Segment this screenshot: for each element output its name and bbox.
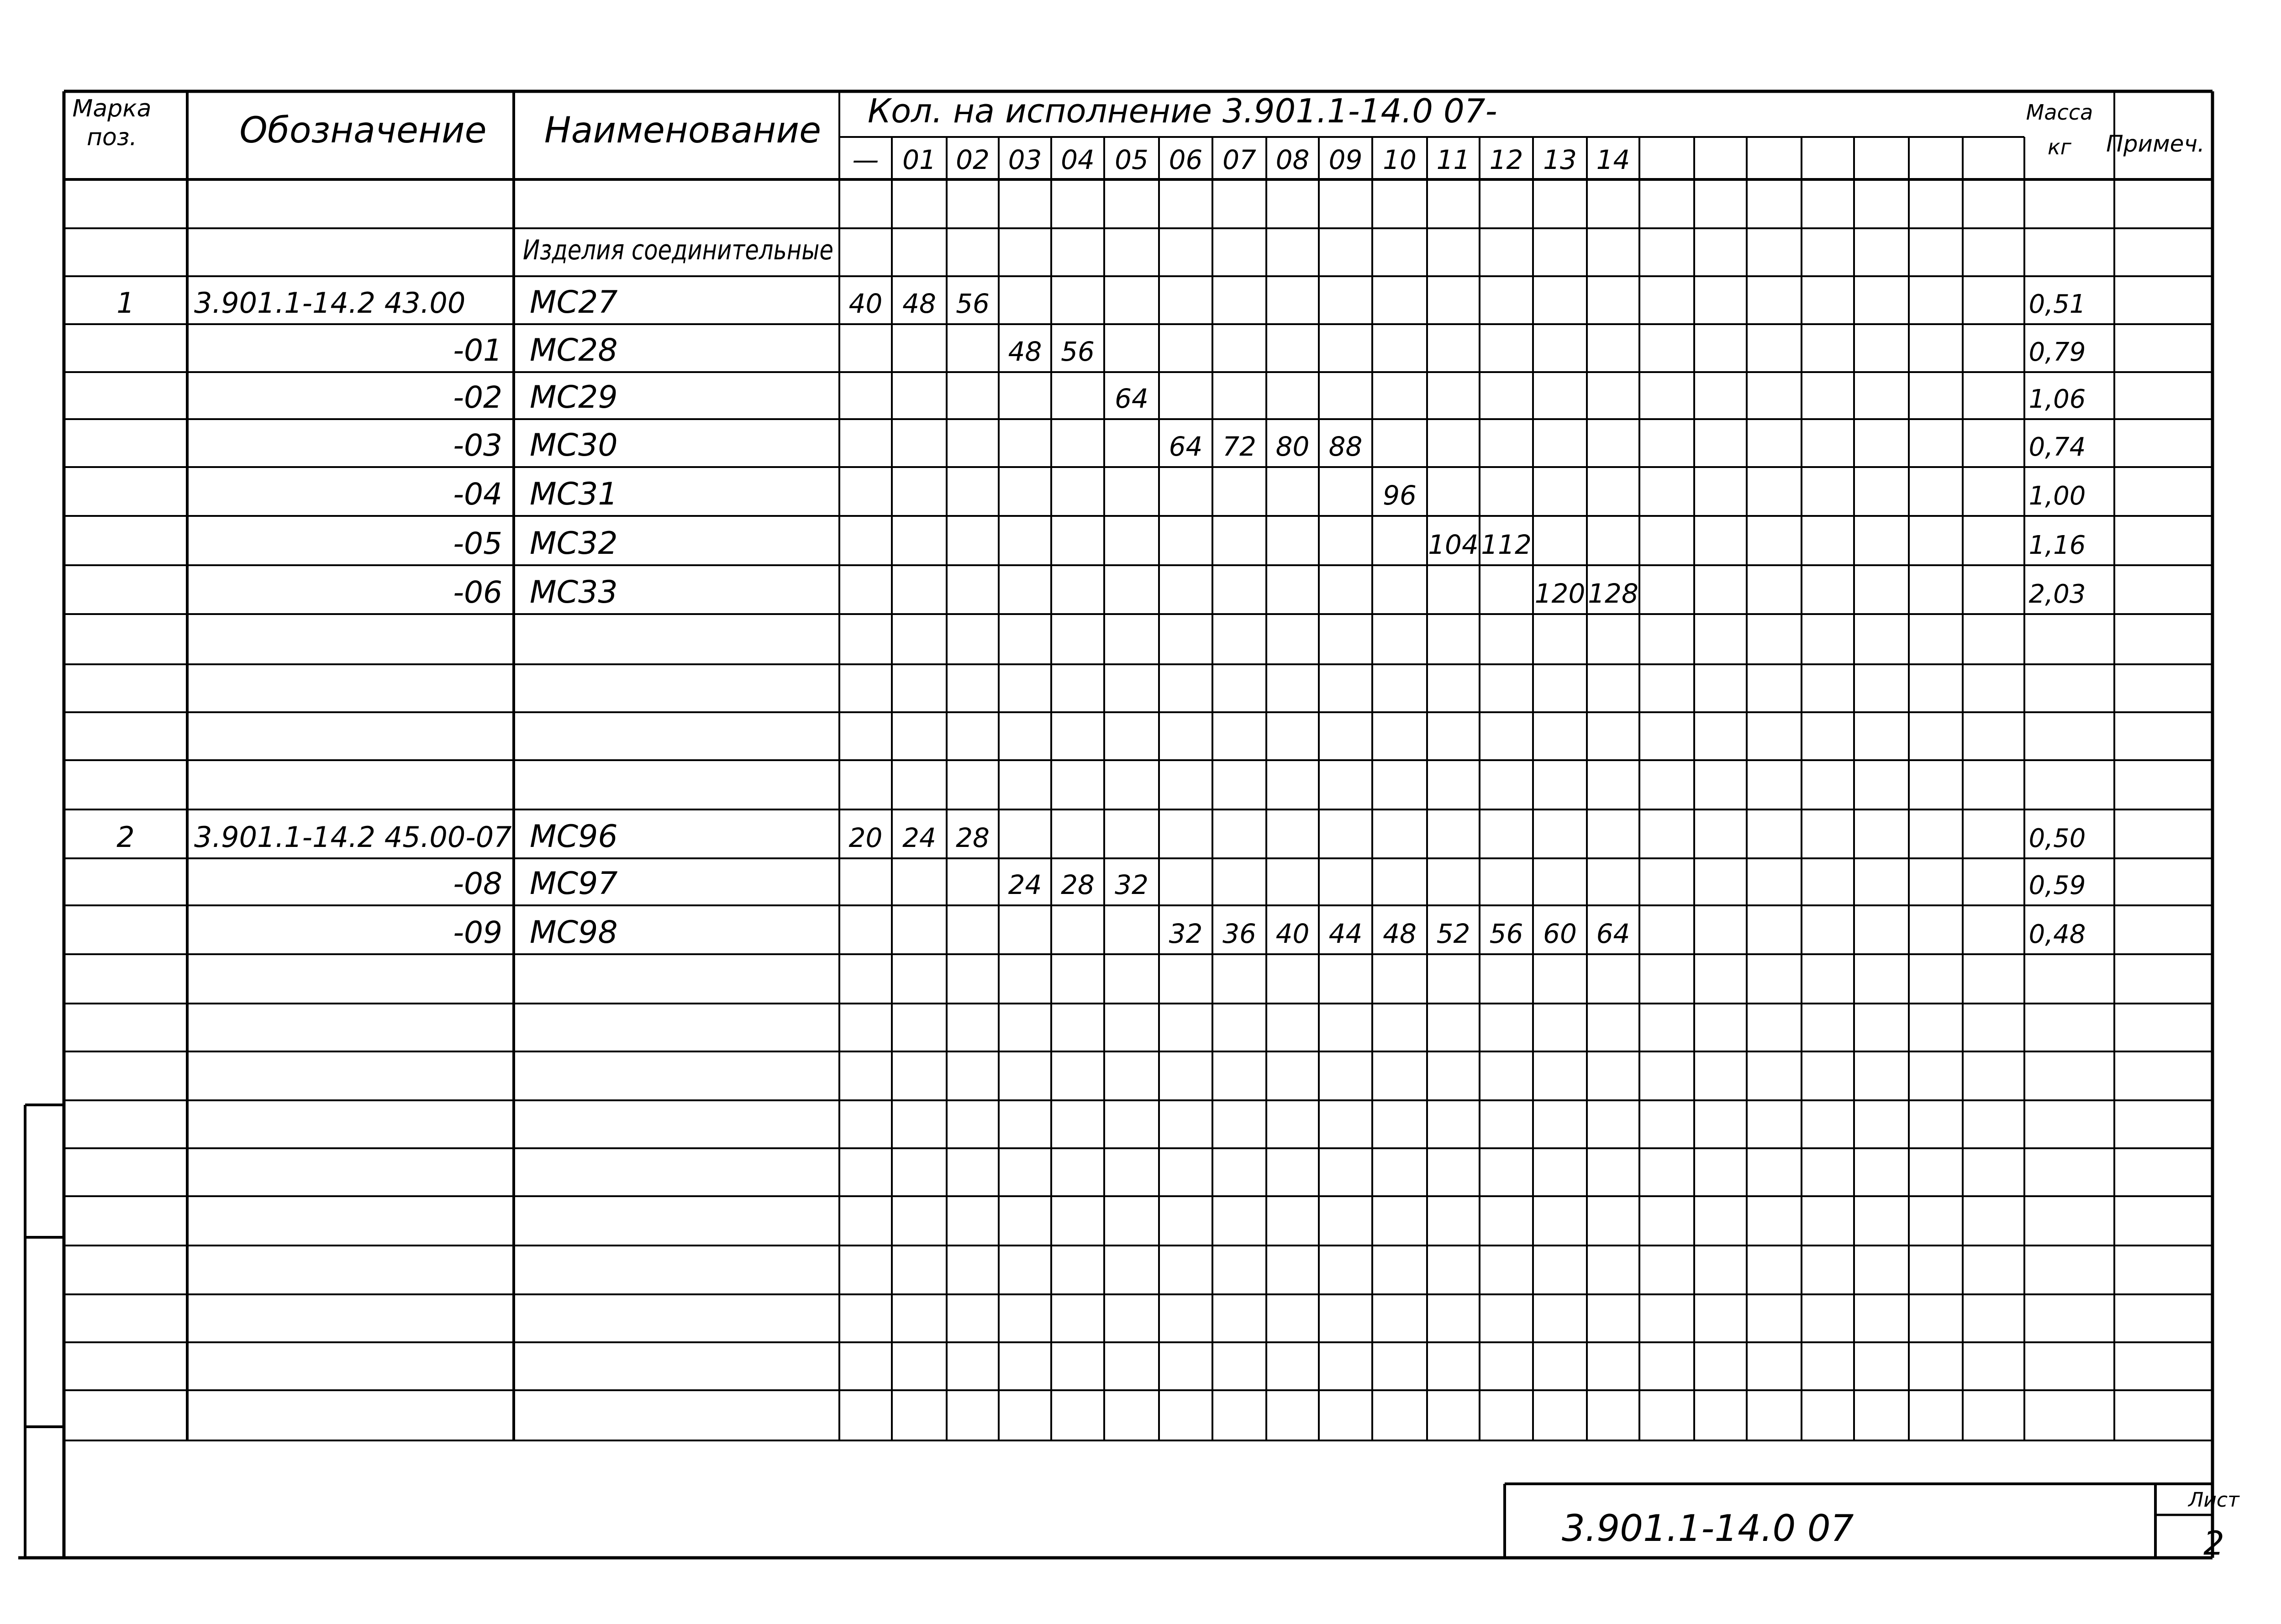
list-number: 2	[2203, 1524, 2224, 1562]
cell-naimenovanie: МС98	[530, 914, 618, 951]
cell-oboznachenie: -03	[453, 428, 502, 463]
table-row	[453, 914, 2086, 951]
variant-label-01: 01	[902, 144, 936, 175]
header-primech: Примеч.	[2106, 131, 2205, 157]
section-title: Изделия соединительные	[523, 234, 833, 266]
cell-qty-06: 32	[1169, 918, 1203, 949]
variant-label-07: 07	[1222, 144, 1256, 175]
cell-naimenovanie: МС30	[530, 427, 618, 463]
cell-qty-12: 112	[1481, 529, 1532, 560]
cell-massa: 1,06	[2028, 384, 2086, 414]
cell-massa: 0,50	[2028, 824, 2086, 853]
cell-qty-08: 40	[1275, 918, 1310, 949]
cell-qty-10: 48	[1383, 918, 1417, 949]
cell-qty-06: 64	[1169, 431, 1203, 462]
cell-qty-13: 60	[1543, 918, 1577, 949]
cell-oboznachenie: -05	[453, 526, 502, 561]
header-massa-line1: Масса	[2026, 100, 2093, 125]
header-oboznachenie: Обозначение	[239, 110, 487, 151]
variant-label-09: 09	[1328, 144, 1363, 175]
cell-qty-07: 36	[1222, 918, 1256, 949]
cell-massa: 1,16	[2028, 531, 2086, 560]
cell-qty-11: 52	[1436, 918, 1470, 949]
variant-label-05: 05	[1115, 144, 1148, 175]
table-row	[116, 819, 2086, 855]
variant-label-14: 14	[1596, 144, 1630, 175]
cell-qty-07: 72	[1222, 431, 1256, 462]
cell-qty-12: 56	[1489, 918, 1523, 949]
variant-label-06: 06	[1169, 144, 1203, 175]
cell-qty-05: 32	[1115, 869, 1148, 900]
table-row	[116, 284, 2086, 321]
table-row	[453, 476, 2086, 512]
variant-label-13: 13	[1543, 144, 1577, 175]
cell-naimenovanie: МС33	[530, 574, 618, 610]
cell-oboznachenie: -04	[453, 477, 502, 512]
header-kol-title: Кол. на исполнение 3.901.1-14.0 07-	[868, 92, 1497, 130]
cell-massa: 2,03	[2028, 579, 2086, 609]
cell-massa: 0,74	[2028, 432, 2086, 462]
table-row	[453, 427, 2086, 463]
variant-label-11: 11	[1436, 144, 1470, 175]
cell-qty-02: 28	[956, 822, 990, 853]
header-marka-line2: поз.	[87, 124, 137, 151]
cell-qty-08: 80	[1275, 431, 1310, 462]
table-body	[116, 284, 2086, 951]
table-row	[453, 574, 2086, 610]
cell-oboznachenie: -09	[453, 915, 502, 950]
table-header	[72, 92, 2204, 175]
cell-massa: 0,59	[2028, 871, 2086, 900]
cell-naimenovanie: МС27	[530, 284, 618, 321]
cell-naimenovanie: МС31	[530, 476, 618, 512]
cell-naimenovanie: МС96	[530, 819, 618, 855]
cell-qty-04: 56	[1061, 336, 1095, 367]
variant-label-04: 04	[1061, 144, 1095, 175]
cell-qty-05: 64	[1115, 383, 1148, 414]
header-marka-line1: Марка	[72, 95, 152, 122]
cell-qty-02: 56	[956, 288, 990, 319]
cell-massa: 0,51	[2028, 289, 2086, 319]
variant-label-10: 10	[1383, 144, 1417, 175]
cell-oboznachenie: 3.901.1-14.2 43.00	[194, 286, 466, 320]
variant-label-02: 02	[956, 144, 990, 175]
variant-label-08: 08	[1275, 144, 1310, 175]
table-row	[453, 332, 2086, 368]
table-row	[453, 866, 2086, 902]
variant-label-base: —	[852, 144, 879, 175]
cell-massa: 0,48	[2028, 920, 2086, 949]
cell-qty-10: 96	[1383, 480, 1417, 511]
variant-column-labels	[853, 144, 1630, 175]
cell-massa: 0,79	[2028, 337, 2086, 367]
cell-naimenovanie: МС28	[530, 332, 618, 368]
cell-qty-14: 128	[1588, 578, 1638, 609]
list-label: Лист	[2188, 1488, 2239, 1512]
cell-qty-03: 24	[1008, 869, 1042, 900]
cell-naimenovanie: МС29	[530, 379, 618, 415]
cell-naimenovanie: МС32	[530, 526, 618, 562]
table-row	[453, 379, 2086, 415]
cell-qty-04: 28	[1061, 869, 1095, 900]
cell-qty-09: 44	[1328, 918, 1363, 949]
cell-qty-13: 120	[1534, 578, 1586, 609]
cell-qty-14: 64	[1596, 918, 1630, 949]
header-naimenovanie: Наименование	[544, 110, 822, 151]
cell-oboznachenie: -02	[453, 380, 502, 415]
cell-qty-09: 88	[1328, 431, 1363, 462]
cell-marka: 1	[116, 286, 135, 320]
document-code: 3.901.1-14.0 07	[1562, 1507, 1854, 1550]
header-massa-line2: кг	[2048, 135, 2071, 159]
variant-label-03: 03	[1008, 144, 1042, 175]
cell-qty-11: 104	[1428, 529, 1479, 560]
cell-qty-03: 48	[1008, 336, 1042, 367]
cell-qty-—: 20	[848, 822, 883, 853]
cell-naimenovanie: МС97	[530, 866, 618, 902]
title-stamp	[1562, 1488, 2240, 1562]
cell-oboznachenie: -06	[453, 575, 502, 610]
table-row	[453, 526, 2086, 562]
cell-oboznachenie: -08	[453, 866, 502, 901]
variant-label-12: 12	[1489, 144, 1523, 175]
cell-qty-01: 24	[902, 822, 936, 853]
cell-oboznachenie: 3.901.1-14.2 45.00-07	[194, 820, 512, 854]
cell-massa: 1,00	[2028, 481, 2086, 511]
cell-qty-—: 40	[848, 288, 883, 319]
cell-qty-01: 48	[902, 288, 936, 319]
cell-oboznachenie: -01	[453, 333, 502, 368]
cell-marka: 2	[116, 820, 135, 854]
